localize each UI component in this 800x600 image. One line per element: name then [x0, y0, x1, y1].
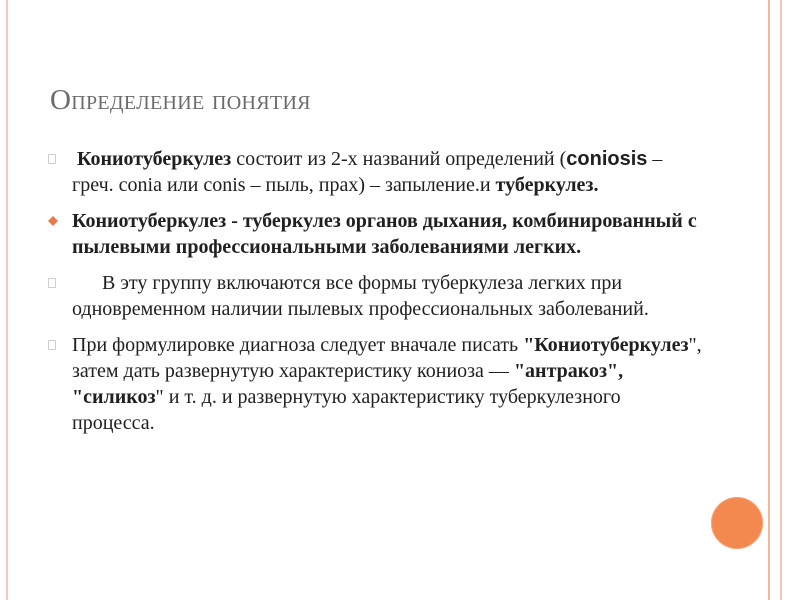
term-latin: coniosis	[566, 148, 648, 170]
item-text: В эту группу включаются все формы туберкулеза легких при одновременном наличии пылевых профессиональных заболеваний.	[72, 272, 649, 320]
text-segment: ", затем дать развернутую характеристику кониоза —	[72, 334, 702, 382]
text-segment: " и т. д. и развернутую характеристику туберкулезного процесса.	[72, 386, 621, 434]
list-item	[48, 270, 703, 322]
term-bold: "Кониотуберкулез	[523, 334, 689, 356]
list-item	[48, 146, 703, 198]
item-text	[72, 148, 662, 196]
bullet-icon	[48, 154, 56, 164]
right-decor-line	[780, 0, 782, 600]
bullet-icon	[48, 278, 56, 288]
bullet-list	[48, 146, 703, 446]
item-text: Кониотуберкулез - туберкулез органов дыхания, комбинированный с пылевыми профессиональными заболеваниями легких.	[72, 210, 697, 258]
list-item	[48, 332, 703, 436]
accent-circle	[711, 497, 763, 549]
term-bold: "антракоз", "силикоз	[72, 360, 624, 408]
left-border	[0, 0, 8, 600]
list-item	[48, 208, 703, 260]
right-decor-frame	[768, 0, 800, 600]
bullet-icon	[48, 340, 56, 350]
text-segment: – греч. conia или conis – пыль, прах) – запыление.и	[72, 148, 663, 196]
term-bold: Кониотуберкулез	[77, 148, 232, 170]
item-text	[72, 334, 702, 434]
text-segment: При формулировке диагноза следует вначале писать	[72, 334, 524, 356]
term-bold: туберкулез.	[495, 174, 599, 196]
bullet-icon	[48, 216, 58, 226]
slide-title: Определение понятия	[50, 84, 311, 116]
text-segment: состоит из 2-х названий определений (	[231, 148, 567, 170]
